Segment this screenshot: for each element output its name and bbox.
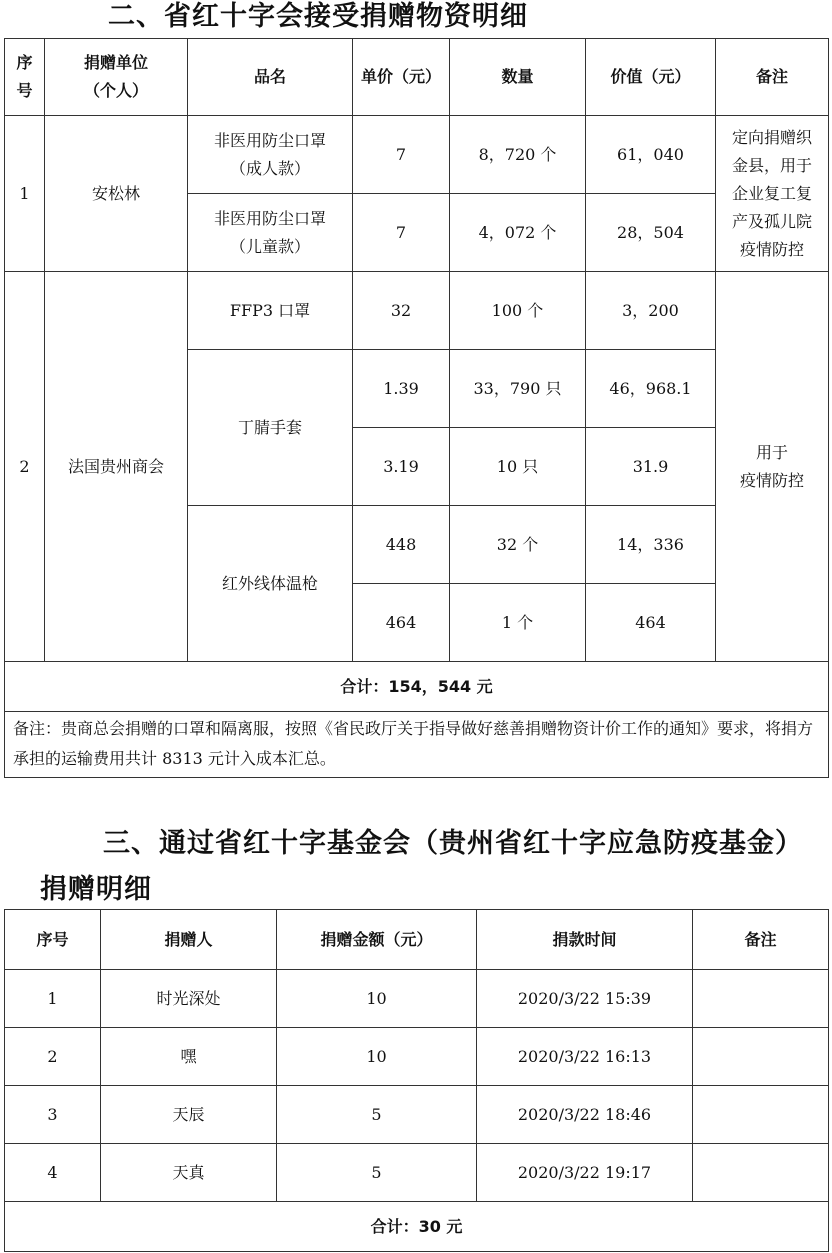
header-donor: 捐赠单位 （个人） <box>45 39 188 116</box>
table-header-row <box>5 910 829 970</box>
row-time: 2020/3/22 15:39 <box>477 970 693 1028</box>
header-amount: 捐赠金额（元） <box>277 910 477 970</box>
table-header-row <box>5 39 829 116</box>
group-no: 1 <box>5 116 45 272</box>
table-row <box>5 970 829 1028</box>
section2-title: 二、省红十字会接受捐赠物资明细 <box>108 1 528 32</box>
row-remark <box>693 1086 829 1144</box>
row-amount: 10 <box>277 970 477 1028</box>
section3-title: 三、通过省红十字基金会（贵州省红十字应急防疫基金） <box>103 828 803 859</box>
row-no: 2 <box>5 1028 101 1086</box>
item-unit-price: 32 <box>353 272 450 350</box>
item-quantity: 8，720 个 <box>450 116 586 194</box>
item-unit-price: 464 <box>353 584 450 662</box>
item-name: 丁腈手套 <box>188 350 353 506</box>
row-time: 2020/3/22 18:46 <box>477 1086 693 1144</box>
table-row <box>5 116 829 194</box>
header-quantity: 数量 <box>450 39 586 116</box>
row-no: 1 <box>5 970 101 1028</box>
item-name: 非医用防尘口罩 （儿童款） <box>188 194 353 272</box>
item-quantity: 10 只 <box>450 428 586 506</box>
table-row <box>5 1144 829 1202</box>
item-unit-price: 7 <box>353 194 450 272</box>
group-remark: 定向捐赠织 金县，用于 企业复工复 产及孤儿院 疫情防控 <box>716 116 829 272</box>
row-donor: 天真 <box>101 1144 277 1202</box>
header-item: 品名 <box>188 39 353 116</box>
header-no: 序号 <box>5 910 101 970</box>
header-remark: 备注 <box>716 39 829 116</box>
item-value: 464 <box>586 584 716 662</box>
row-donor: 天辰 <box>101 1086 277 1144</box>
total-row <box>5 662 829 712</box>
total-row <box>5 1202 829 1252</box>
row-time: 2020/3/22 19:17 <box>477 1144 693 1202</box>
donated-goods-table <box>4 38 829 778</box>
item-value: 28，504 <box>586 194 716 272</box>
item-value: 3，200 <box>586 272 716 350</box>
header-time: 捐款时间 <box>477 910 693 970</box>
item-value: 14，336 <box>586 506 716 584</box>
item-unit-price: 7 <box>353 116 450 194</box>
row-donor: 嘿 <box>101 1028 277 1086</box>
note-text: 备注：贵商总会捐赠的口罩和隔离服，按照《省民政厅关于指导做好慈善捐赠物资计价工作的通知》要求，将捐方承担的运输费用共计 8313 元计入成本汇总。 <box>5 712 829 778</box>
item-unit-price: 1.39 <box>353 350 450 428</box>
section3-title-line2: 捐赠明细 <box>40 874 152 905</box>
group-remark: 用于 疫情防控 <box>716 272 829 662</box>
header-no: 序 号 <box>5 39 45 116</box>
table-row <box>5 1086 829 1144</box>
item-quantity: 33，790 只 <box>450 350 586 428</box>
row-amount: 5 <box>277 1086 477 1144</box>
row-donor: 时光深处 <box>101 970 277 1028</box>
row-time: 2020/3/22 16:13 <box>477 1028 693 1086</box>
total-amount: 合计：30 元 <box>5 1202 829 1252</box>
row-no: 4 <box>5 1144 101 1202</box>
row-remark <box>693 1144 829 1202</box>
header-remark: 备注 <box>693 910 829 970</box>
group-donor: 法国贵州商会 <box>45 272 188 662</box>
fund-donations-table <box>4 909 829 1252</box>
row-amount: 10 <box>277 1028 477 1086</box>
table-row <box>5 1028 829 1086</box>
note-row <box>5 712 829 778</box>
header-donor: 捐赠人 <box>101 910 277 970</box>
item-name: 红外线体温枪 <box>188 506 353 662</box>
row-amount: 5 <box>277 1144 477 1202</box>
table-row <box>5 272 829 350</box>
group-no: 2 <box>5 272 45 662</box>
item-quantity: 4，072 个 <box>450 194 586 272</box>
item-value: 61，040 <box>586 116 716 194</box>
item-name: FFP3 口罩 <box>188 272 353 350</box>
item-quantity: 1 个 <box>450 584 586 662</box>
row-no: 3 <box>5 1086 101 1144</box>
item-unit-price: 448 <box>353 506 450 584</box>
item-quantity: 100 个 <box>450 272 586 350</box>
item-unit-price: 3.19 <box>353 428 450 506</box>
item-quantity: 32 个 <box>450 506 586 584</box>
item-value: 31.9 <box>586 428 716 506</box>
item-value: 46，968.1 <box>586 350 716 428</box>
row-remark <box>693 1028 829 1086</box>
total-amount: 合计：154，544 元 <box>5 662 829 712</box>
item-name: 非医用防尘口罩 （成人款） <box>188 116 353 194</box>
row-remark <box>693 970 829 1028</box>
header-value: 价值（元） <box>586 39 716 116</box>
group-donor: 安松林 <box>45 116 188 272</box>
header-unit-price: 单价（元） <box>353 39 450 116</box>
